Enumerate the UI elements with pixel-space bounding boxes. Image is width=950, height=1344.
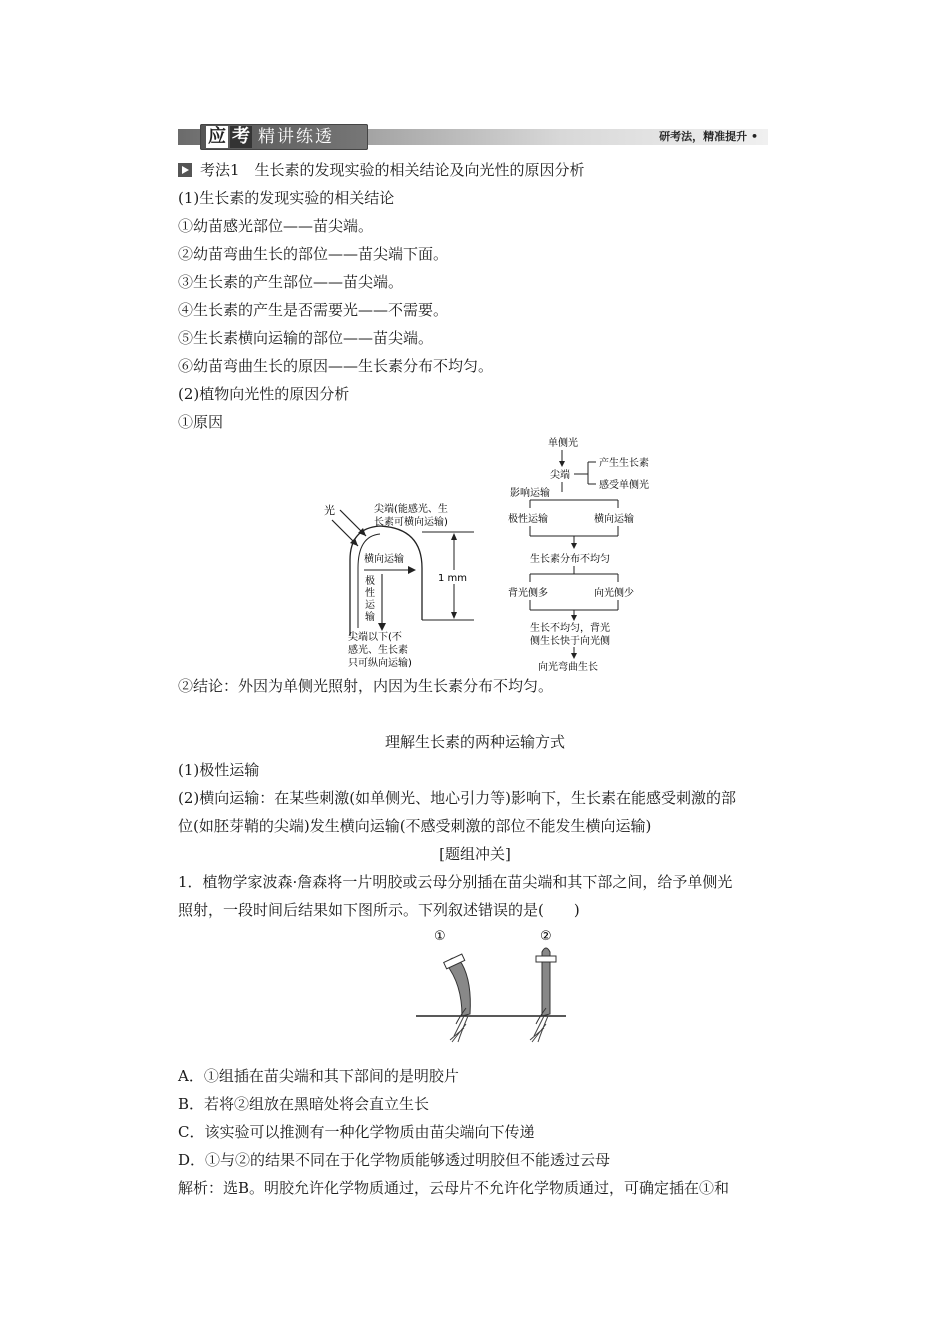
subheading-2: (2)植物向光性的原因分析 <box>178 385 350 403</box>
seedling-2-roots <box>530 1016 548 1042</box>
flow-growth-2: 侧生长快于向光侧 <box>530 636 610 647</box>
flow-produce: 产生生长素 <box>599 458 649 469</box>
conclusion-1: ①幼苗感光部位——苗尖端。 <box>178 217 374 235</box>
option-a: A．①组插在苗尖端和其下部间的是明胶片 <box>178 1067 459 1085</box>
flow-growth-1: 生长不均匀，背光 <box>530 623 610 634</box>
tip-label-2: 长素可横向运输) <box>374 517 448 528</box>
banner-char-2: 考 <box>232 126 250 147</box>
banner-title-box <box>200 124 368 150</box>
seedling-label-2: ② <box>540 929 552 944</box>
below-label-3: 只可纵向运输) <box>348 658 412 669</box>
conclusion-4: ④生长素的产生是否需要光——不需要。 <box>178 301 449 319</box>
conclusion-text: ②结论：外因为单侧光照射，内因为生长素分布不均匀。 <box>178 677 554 695</box>
flow-lateral: 横向运输 <box>594 514 634 525</box>
polar-label-1: 极 <box>365 576 375 587</box>
seedling-2-insert <box>536 956 556 962</box>
analysis-text: 解析：选B。明胶允许化学物质通过，云母片不允许化学物质通过，可确定插在①和 <box>178 1179 730 1197</box>
lateral-transport-cont: 位(如胚芽鞘的尖端)发生横向运输(不感受刺激的部位不能发生横向运输) <box>178 817 652 835</box>
polar-transport: (1)极性运输 <box>178 761 260 779</box>
seedling-experiment-figure <box>414 924 574 1064</box>
light-label: 光 <box>324 504 335 517</box>
banner-slogan: 研考法，精准提升 • <box>659 130 758 143</box>
scale-arrowhead-up <box>451 533 457 540</box>
flow-arrowhead-3 <box>571 543 577 549</box>
polar-arrowhead <box>378 623 386 631</box>
section-banner <box>178 124 768 150</box>
scale-label: 1 mm <box>438 573 468 584</box>
polar-label-2: 性 <box>365 588 375 599</box>
flow-affect: 影响运输 <box>510 488 550 499</box>
subheading-1: (1)生长素的发现实验的相关结论 <box>178 189 395 207</box>
seedling-1-roots <box>450 1016 468 1042</box>
option-b: B．若将②组放在黑暗处将会直立生长 <box>178 1095 430 1113</box>
flow-back: 背光侧多 <box>508 588 548 599</box>
option-d: D．①与②的结果不同在于化学物质能够透过明胶但不能透过云母 <box>178 1151 611 1169</box>
flow-arrowhead-1 <box>559 461 565 467</box>
polar-label-3: 运 <box>365 600 375 611</box>
conclusion-3: ③生长素的产生部位——苗尖端。 <box>178 273 404 291</box>
flow-front: 向光侧少 <box>594 588 634 599</box>
seedling-label-1: ① <box>434 929 446 944</box>
flow-uneven: 生长素分布不均匀 <box>530 554 610 565</box>
play-icon <box>178 163 192 177</box>
conclusion-2: ②幼苗弯曲生长的部位——苗尖端下面。 <box>178 245 449 263</box>
tip-label-1: 尖端(能感光、生 <box>374 504 448 515</box>
method-heading-text: 考法1 生长素的发现实验的相关结论及向光性的原因分析 <box>200 161 585 179</box>
reason-heading: ①原因 <box>178 413 224 431</box>
flow-light: 单侧光 <box>548 438 578 449</box>
tip-heading: 理解生长素的两种运输方式 <box>384 733 565 751</box>
lateral-transport: (2)横向运输：在某些刺激(如单侧光、地心引力等)影响下，生长素在能感受刺激的部 <box>178 789 736 807</box>
coleoptile-outline <box>350 526 422 636</box>
flow-polar: 极性运输 <box>508 514 548 525</box>
exercise-heading: [题组冲关] <box>439 845 511 863</box>
question-1: 1．植物学家波森·詹森将一片明胶或云母分别插在苗尖端和其下部之间，给予单侧光 <box>178 873 733 891</box>
banner-title-rest: 精讲练透 <box>258 127 334 147</box>
flow-arrowhead-6 <box>571 653 577 659</box>
banner-char-1: 应 <box>208 126 226 147</box>
flow-result: 向光弯曲生长 <box>538 662 598 672</box>
flow-arrowhead-5 <box>571 615 577 621</box>
flow-sense: 感受单侧光 <box>599 480 649 491</box>
scale-arrowhead-down <box>451 612 457 619</box>
coleoptile-tip-diagram <box>318 498 478 670</box>
lateral-label: 横向运输 <box>364 554 404 565</box>
below-label-1: 尖端以下(不 <box>348 632 402 643</box>
phototropism-flowchart <box>500 432 680 672</box>
question-1-cont: 照射，一段时间后结果如下图所示。下列叙述错误的是( ) <box>178 901 580 919</box>
method-heading <box>178 160 585 180</box>
below-label-2: 感光、生长素 <box>348 645 408 656</box>
option-c: C．该实验可以推测有一种化学物质由苗尖端向下传递 <box>178 1123 535 1141</box>
polar-label-4: 输 <box>365 612 375 623</box>
lateral-arrowhead <box>408 566 416 574</box>
conclusion-6: ⑥幼苗弯曲生长的原因——生长素分布不均匀。 <box>178 357 494 375</box>
conclusion-5: ⑤生长素横向运输的部位——苗尖端。 <box>178 329 434 347</box>
flow-tip: 尖端 <box>550 470 570 481</box>
